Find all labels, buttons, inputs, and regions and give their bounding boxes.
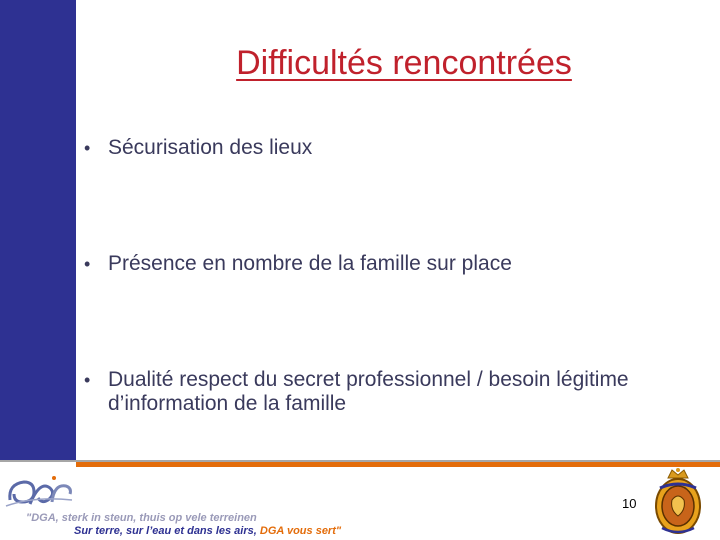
bullet-item — [84, 368, 698, 416]
bullet-text: Dualité respect du secret professionnel / besoin légitime d’information de la famille — [108, 368, 629, 415]
footer-divider-orange — [76, 462, 720, 467]
slogan-accent-text: DGA vous sert" — [259, 525, 342, 537]
bullet-text: Sécurisation des lieux — [108, 136, 313, 159]
royal-emblem-icon — [650, 466, 706, 538]
bullet-text: Présence en nombre de la famille sur place — [108, 252, 512, 275]
page-number: 10 — [622, 496, 637, 511]
slogan-main-text: Sur terre, sur l’eau et dans les airs, — [74, 525, 260, 537]
bullet-marker: • — [84, 138, 91, 158]
bullet-marker: • — [84, 370, 91, 390]
bullet-marker: • — [84, 254, 91, 274]
slide-title: Difficultés rencontrées — [236, 44, 572, 82]
slogan-line-dutch: "DGA, sterk in steun, thuis op vele terreinen — [26, 512, 257, 524]
left-sidebar-band — [0, 0, 76, 462]
bullet-item — [84, 136, 312, 160]
slogan-line-french — [26, 525, 341, 538]
bullet-item — [84, 252, 512, 276]
dga-logo-icon — [4, 470, 74, 514]
footer-slogan — [26, 512, 341, 538]
